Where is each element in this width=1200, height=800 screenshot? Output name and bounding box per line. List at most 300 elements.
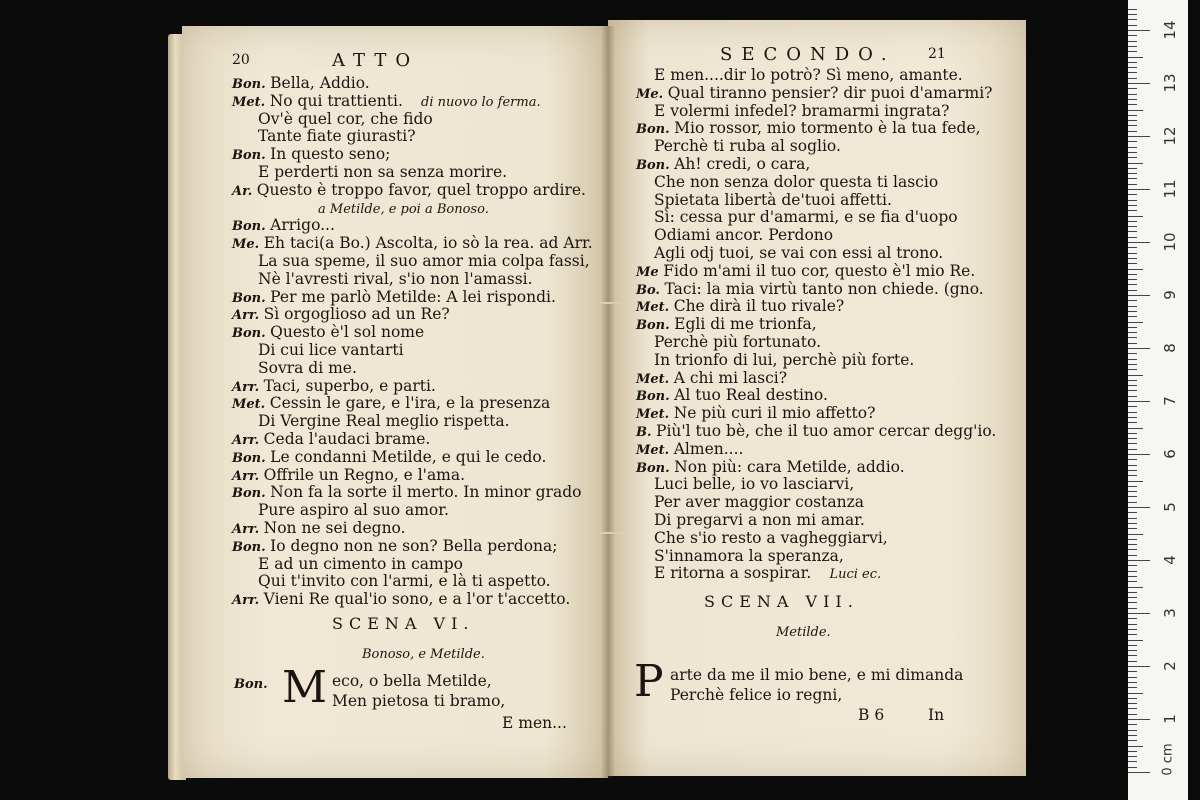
speaker-label: Bon.	[232, 290, 271, 306]
ruler-tick	[1128, 67, 1137, 68]
verse-text: Io degno non ne son? Bella perdona;	[270, 536, 558, 555]
verse-text: Perchè felice io regni,	[670, 686, 843, 704]
speaker-label: Met.	[636, 407, 674, 423]
ruler-tick	[1128, 9, 1137, 10]
ruler-tick	[1128, 163, 1143, 164]
ruler-tick	[1128, 141, 1137, 142]
speaker-label: Bon.	[636, 389, 675, 405]
text-line	[258, 163, 507, 181]
measuring-ruler	[1128, 0, 1188, 800]
verse-text: Questo è troppo favor, quel troppo ardire.	[256, 180, 586, 199]
ruler-tick	[1128, 401, 1150, 402]
ruler-tick	[1128, 115, 1137, 116]
verse-text: Men pietosa ti bramo,	[332, 692, 506, 710]
ruler-tick	[1128, 486, 1137, 487]
stage-direction: di nuovo lo ferma.	[416, 94, 541, 110]
ruler-tick	[1128, 708, 1137, 709]
verse-text: Tante fiate giurasti?	[258, 127, 416, 146]
verse-text: Per me parlò Metilde: A lei rispondi.	[270, 287, 556, 306]
verse-text: Non fa la sorte il merto. In minor grado	[270, 483, 582, 502]
ruler-tick	[1128, 385, 1137, 386]
speaker-label: Bon.	[636, 460, 675, 476]
ruler-tick	[1128, 88, 1137, 89]
verse-text: Odiami ancor. Perdono	[654, 226, 834, 245]
text-line	[654, 493, 864, 511]
verse-text: In trionfo di lui, perchè più forte.	[654, 350, 915, 369]
ruler-tick	[1128, 438, 1137, 439]
ruler-tick	[1128, 337, 1137, 338]
verse-text: Che non senza dolor questa ti lascio	[654, 172, 939, 191]
ruler-tick	[1128, 698, 1137, 699]
verse-text: Non ne sei degno.	[263, 519, 406, 537]
ruler-tick	[1128, 470, 1137, 471]
ruler-tick	[1128, 608, 1137, 609]
ruler-tick	[1128, 332, 1137, 333]
scene-heading: SCENA VI.	[332, 614, 475, 633]
ruler-tick	[1128, 369, 1137, 370]
ruler-tick	[1128, 353, 1137, 354]
speaker-label: Bon.	[232, 77, 271, 92]
ruler-tick	[1128, 714, 1137, 715]
ruler-tick	[1128, 740, 1137, 741]
ruler-tick	[1128, 200, 1137, 201]
gutter	[601, 26, 615, 778]
ruler-tick	[1128, 518, 1137, 519]
ruler-tick	[1128, 120, 1137, 121]
ruler-number: 1	[1161, 714, 1179, 724]
catchword: E men...	[502, 714, 567, 732]
speaker-label: Bon.	[232, 148, 271, 164]
verse-text: eco, o bella Metilde,	[332, 672, 492, 690]
verse-text: Ov'è quel cor, che fido	[258, 109, 433, 128]
verse-text: Fido m'ami il tuo cor, questo è'l mio Re.	[663, 261, 976, 280]
verse-text: S'innamora la speranza,	[654, 546, 844, 565]
speaker-label: Met.	[232, 94, 270, 110]
ruler-tick	[1128, 687, 1137, 688]
ruler-tick	[1128, 194, 1137, 195]
text-line	[258, 252, 590, 270]
ruler-tick	[1128, 136, 1150, 137]
ruler-tick	[1128, 237, 1137, 238]
ruler-tick	[1128, 560, 1150, 561]
verse-text: Perchè ti ruba al soglio.	[654, 137, 841, 156]
text-line	[258, 341, 404, 359]
ruler-tick	[1128, 157, 1137, 158]
ruler-tick	[1128, 311, 1137, 312]
verse-text: Perchè più fortunato.	[654, 333, 821, 351]
speaker-label: Arr.	[232, 593, 264, 609]
text-line	[258, 501, 449, 519]
ruler-tick	[1128, 316, 1137, 317]
ruler-tick	[1128, 19, 1137, 20]
drop-cap: P	[634, 656, 664, 707]
ruler-tick	[1128, 465, 1137, 466]
text-line	[654, 137, 841, 155]
ruler-tick	[1128, 528, 1137, 529]
ruler-tick	[1128, 41, 1137, 42]
ruler-tick	[1128, 152, 1137, 153]
ruler-tick	[1128, 597, 1137, 598]
text-line	[258, 127, 416, 145]
binding-stitch	[600, 302, 628, 304]
verse-text: Offrile un Regno, e l'ama.	[263, 465, 466, 484]
ruler-tick	[1128, 661, 1137, 662]
ruler-tick	[1128, 189, 1150, 190]
verse-text: In questo seno;	[270, 145, 391, 164]
speaker-label: Me.	[636, 86, 668, 102]
text-line	[654, 351, 914, 369]
ruler-tick	[1128, 422, 1137, 423]
ruler-tick	[1128, 539, 1137, 540]
ruler-tick	[1128, 735, 1137, 736]
verse-text: Le condanni Metilde, e qui le cedo.	[270, 447, 547, 466]
verse-text: Per aver maggior costanza	[654, 493, 864, 512]
ruler-tick	[1128, 104, 1137, 105]
speaker-label: Bon.	[232, 326, 271, 342]
ruler-tick	[1128, 475, 1137, 476]
scene-persons: Metilde.	[776, 625, 831, 640]
ruler-tick	[1128, 772, 1150, 773]
ruler-tick	[1128, 210, 1137, 211]
verse-text: E volermi infedel? bramarmi ingrata?	[654, 101, 950, 120]
ruler-tick	[1128, 640, 1143, 641]
ruler-tick	[1128, 253, 1137, 254]
ruler-tick	[1128, 618, 1137, 619]
ruler-tick	[1128, 746, 1143, 747]
ruler-tick	[1128, 703, 1137, 704]
ruler-tick	[1128, 242, 1150, 243]
verse-text: Che dirà il tuo rivale?	[673, 297, 845, 316]
ruler-tick	[1128, 724, 1137, 725]
right-page	[608, 20, 1026, 776]
speaker-label: Bo.	[636, 282, 665, 298]
ruler-tick	[1128, 555, 1137, 556]
verse-text: Qual tiranno pensier? dir puoi d'amarmi?	[667, 83, 993, 102]
verse-text: E ritorna a sospirar.	[654, 564, 812, 583]
ruler-tick	[1128, 571, 1137, 572]
ruler-tick	[1128, 634, 1137, 635]
verse-text: No qui trattienti.	[269, 91, 403, 110]
ruler-tick	[1128, 364, 1137, 365]
speaker-label: Ar.	[232, 183, 257, 199]
ruler-tick	[1128, 25, 1137, 26]
ruler-tick	[1128, 46, 1137, 47]
verse-text: Non più: cara Metilde, addio.	[674, 457, 905, 476]
ruler-tick	[1128, 343, 1137, 344]
ruler-tick	[1128, 417, 1137, 418]
ruler-number: 10	[1161, 232, 1179, 252]
stage-direction: a Metilde, e poi a Bonoso.	[318, 201, 489, 217]
verse-text: Vieni Re qual'io sono, e a l'or t'accetto.	[263, 590, 571, 609]
speaker-label: Bon.	[234, 677, 268, 692]
scene-persons: Bonoso, e Metilde.	[362, 647, 485, 662]
page-number: 20	[232, 52, 250, 68]
verse-text: Cessin le gare, e l'ira, e la presenza	[269, 394, 551, 413]
ruler-number: 12	[1161, 126, 1179, 146]
ruler-tick	[1128, 125, 1137, 126]
ruler-number: 2	[1161, 661, 1179, 671]
text-line	[654, 333, 821, 351]
verse-text: Nè l'avresti rival, s'io non l'amassi.	[258, 269, 533, 288]
signature-mark: B 6	[858, 706, 885, 724]
verse-text: Che s'io resto a vagheggiarvi,	[654, 528, 888, 547]
ruler-unit-label: 0 cm	[1160, 743, 1176, 776]
ruler-tick	[1128, 295, 1150, 296]
ruler-tick	[1128, 51, 1137, 52]
text-line	[654, 547, 844, 565]
ruler-tick	[1128, 433, 1137, 434]
ruler-tick	[1128, 94, 1137, 95]
ruler-tick	[1128, 216, 1143, 217]
verse-text: Ne più curi il mio affetto?	[673, 404, 876, 423]
ruler-tick	[1128, 496, 1137, 497]
ruler-tick	[1128, 751, 1137, 752]
text-line	[654, 564, 881, 584]
verse-text: Sì orgoglioso ad un Re?	[263, 305, 450, 324]
verse-text: Eh taci(a Bo.) Ascolta, io sò la rea. ad Arr.	[263, 234, 593, 253]
ruler-number: 11	[1161, 179, 1179, 199]
text-line	[258, 270, 533, 288]
verse-text: Luci belle, io vo lasciarvi,	[654, 475, 855, 494]
verse-text: arte da me il mio bene, e mi dimanda	[670, 666, 964, 684]
verse-text: Di Vergine Real meglio rispetta.	[258, 412, 510, 431]
speaker-label: Bon.	[636, 318, 675, 334]
ruler-tick	[1128, 602, 1137, 603]
verse-text: E ad un cimento in campo	[258, 554, 463, 573]
verse-text: Al tuo Real destino.	[674, 386, 828, 405]
ruler-tick	[1128, 306, 1137, 307]
verse-text: La sua speme, il suo amor mia colpa fassi,	[258, 252, 590, 270]
speaker-label: Arr.	[232, 468, 264, 484]
verse-text: Sovra di me.	[258, 358, 357, 377]
verse-text: Almen....	[673, 439, 744, 458]
ruler-tick	[1128, 481, 1143, 482]
ruler-tick	[1128, 719, 1150, 720]
verse-text: Taci: la mia virtù tanto non chiede. (gno.	[664, 279, 984, 298]
ruler-tick	[1128, 502, 1137, 503]
ruler-tick	[1128, 274, 1137, 275]
text-line	[258, 555, 463, 573]
verse-text: E perderti non sa senza morire.	[258, 163, 508, 181]
verse-text: Arrigo...	[270, 216, 335, 235]
verse-text: Bella, Addio.	[270, 74, 370, 92]
ruler-tick	[1128, 72, 1137, 73]
ruler-tick	[1128, 322, 1143, 323]
speaker-label: B.	[636, 425, 657, 440]
speaker-label: Bon.	[232, 450, 271, 466]
verse-text: Taci, superbo, e parti.	[263, 376, 436, 395]
speaker-label: Met.	[232, 397, 270, 413]
text-line	[654, 208, 958, 226]
text-line	[654, 66, 963, 84]
page-number: 21	[928, 46, 946, 62]
verse-text: Agli odj tuoi, se vai con essi al trono.	[654, 244, 944, 262]
running-header: ATTO	[332, 50, 420, 71]
ruler-tick	[1128, 534, 1143, 535]
verse-text: Ah! credi, o cara,	[674, 155, 811, 173]
text-line	[654, 102, 949, 120]
ruler-number: 3	[1161, 608, 1179, 618]
ruler-tick	[1128, 655, 1137, 656]
ruler-tick	[1128, 99, 1137, 100]
text-line	[258, 359, 357, 377]
speaker-label: Me.	[232, 237, 264, 253]
ruler-tick	[1128, 279, 1137, 280]
verse-text: A chi mi lasci?	[673, 368, 788, 387]
verse-text: Pure aspiro al suo amor.	[258, 501, 449, 520]
ruler-tick	[1128, 263, 1137, 264]
ruler-tick	[1128, 205, 1137, 206]
ruler-tick	[1128, 629, 1137, 630]
ruler-tick	[1128, 671, 1137, 672]
ruler-tick	[1128, 459, 1137, 460]
ruler-tick	[1128, 226, 1137, 227]
verse-text: Di cui lice vantarti	[258, 341, 404, 359]
ruler-tick	[1128, 449, 1137, 450]
ruler-tick	[1128, 14, 1137, 15]
catchword: In	[928, 706, 945, 724]
verse-text: Sì: cessa pur d'amarmi, e se fia d'uopo	[654, 208, 958, 227]
ruler-tick	[1128, 454, 1150, 455]
ruler-tick	[1128, 613, 1150, 614]
ruler-tick	[1128, 677, 1137, 678]
ruler-tick	[1128, 512, 1137, 513]
ruler-tick	[1128, 290, 1137, 291]
ruler-number: 6	[1161, 449, 1179, 459]
ruler-tick	[1128, 650, 1137, 651]
ruler-tick	[1128, 269, 1143, 270]
left-page	[182, 26, 608, 778]
speaker-label: Bon.	[232, 219, 271, 235]
ruler-tick	[1128, 300, 1137, 301]
ruler-tick	[1128, 730, 1137, 731]
speaker-label: Met.	[636, 371, 674, 387]
ruler-tick	[1128, 581, 1137, 582]
speaker-label: Met.	[636, 300, 674, 316]
ruler-tick	[1128, 57, 1143, 58]
verse-text: Egli di me trionfa,	[674, 315, 817, 334]
text-line	[258, 412, 510, 430]
text-line	[258, 110, 433, 128]
ruler-tick	[1128, 624, 1137, 625]
ruler-tick	[1128, 231, 1137, 232]
ruler-tick	[1128, 110, 1143, 111]
ruler-tick	[1128, 544, 1137, 545]
ruler-tick	[1128, 587, 1143, 588]
running-header: SECONDO.	[720, 44, 896, 65]
ruler-tick	[1128, 221, 1137, 222]
ruler-tick	[1128, 327, 1137, 328]
ruler-tick	[1128, 131, 1137, 132]
speaker-label: Me	[636, 264, 664, 280]
verse-text: Più'l tuo bè, che il tuo amor cercar degg'io.	[656, 422, 997, 440]
speaker-label: Bon.	[636, 122, 675, 138]
ruler-tick	[1128, 428, 1143, 429]
ruler-number: 7	[1161, 396, 1179, 406]
ruler-tick	[1128, 184, 1137, 185]
speaker-label: Bon.	[636, 158, 675, 173]
ruler-tick	[1128, 78, 1137, 79]
verse-text: Di pregarvi a non mi amar.	[654, 511, 865, 529]
ruler-tick	[1128, 348, 1150, 349]
ruler-tick	[1128, 666, 1150, 667]
verse-text: Questo è'l sol nome	[270, 323, 425, 342]
ruler-tick	[1128, 359, 1137, 360]
speaker-label: Arr.	[232, 308, 264, 324]
ruler-tick	[1128, 168, 1137, 169]
verse-text: Ceda l'audaci brame.	[263, 430, 431, 448]
speaker-label: Arr.	[232, 433, 264, 448]
ruler-tick	[1128, 693, 1143, 694]
ruler-tick	[1128, 565, 1137, 566]
ruler-tick	[1128, 178, 1137, 179]
ruler-tick	[1128, 507, 1150, 508]
text-line	[232, 590, 570, 610]
ruler-tick	[1128, 576, 1137, 577]
verse-text: E men....dir lo potrò? Sì meno, amante.	[654, 66, 963, 84]
ruler-tick	[1128, 396, 1137, 397]
verse-text: Spietata libertà de'tuoi affetti.	[654, 190, 892, 209]
ruler-tick	[1128, 173, 1137, 174]
ruler-tick	[1128, 549, 1137, 550]
verse-text: Mio rossor, mio tormento è la tua fede,	[674, 119, 981, 138]
ruler-number: 14	[1161, 20, 1179, 40]
text-line	[654, 475, 854, 493]
ruler-tick	[1128, 247, 1137, 248]
drop-cap: M	[282, 662, 328, 713]
speaker-label: Arr.	[232, 379, 264, 395]
ruler-tick	[1128, 761, 1137, 762]
ruler-number: 9	[1161, 290, 1179, 300]
ruler-tick	[1128, 35, 1137, 36]
ruler-tick	[1128, 767, 1137, 768]
ruler-tick	[1128, 491, 1137, 492]
text-line	[654, 173, 938, 191]
ruler-tick	[1128, 258, 1137, 259]
text-line	[258, 572, 551, 590]
ruler-tick	[1128, 756, 1137, 757]
ruler-number: 8	[1161, 343, 1179, 353]
open-book	[168, 20, 1030, 780]
binding-stitch	[600, 532, 628, 534]
ruler-tick	[1128, 412, 1137, 413]
ruler-tick	[1128, 375, 1143, 376]
text-line	[654, 191, 892, 209]
ruler-tick	[1128, 390, 1137, 391]
text-line	[654, 511, 865, 529]
speaker-label: Bon.	[232, 539, 271, 555]
ruler-tick	[1128, 83, 1150, 84]
ruler-tick	[1128, 406, 1137, 407]
ruler-tick	[1128, 147, 1137, 148]
ruler-tick	[1128, 645, 1137, 646]
text-line	[654, 226, 833, 244]
speaker-label: Bon.	[232, 486, 271, 502]
scene-heading: SCENA VII.	[704, 592, 859, 611]
ruler-number: 4	[1161, 555, 1179, 565]
text-line	[654, 529, 888, 547]
ruler-tick	[1128, 284, 1137, 285]
ruler-number: 5	[1161, 502, 1179, 512]
ruler-tick	[1128, 592, 1137, 593]
ruler-tick	[1128, 523, 1137, 524]
ruler-tick	[1128, 443, 1137, 444]
speaker-label: Met.	[636, 442, 674, 458]
ruler-tick	[1128, 62, 1137, 63]
text-line	[654, 244, 943, 262]
speaker-label: Arr.	[232, 522, 264, 537]
ruler-number: 13	[1161, 73, 1179, 93]
